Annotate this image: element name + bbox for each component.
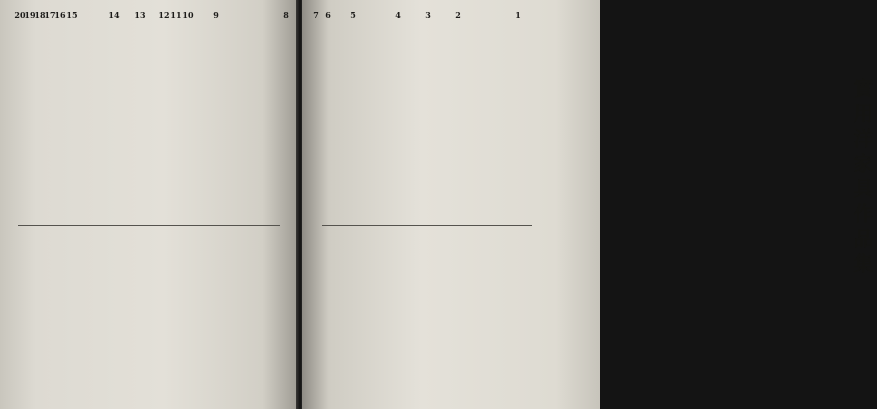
entry-number: 10 — [182, 10, 194, 20]
entry-number: 19 — [24, 10, 36, 20]
right-page-entry-3 — [422, 10, 434, 399]
left-page-entry-15 — [66, 10, 78, 399]
right-page-entry-4 — [392, 10, 404, 399]
left-page-entry-9 — [210, 10, 222, 399]
left-page-entry-10 — [182, 10, 194, 399]
left-page-entry-11 — [170, 10, 182, 399]
entry-number: 12 — [158, 10, 170, 20]
entry-number: 15 — [66, 10, 78, 20]
left-page-entry-8 — [280, 10, 292, 399]
right-page-entry-2 — [452, 10, 464, 399]
entry-number: 8 — [283, 10, 289, 20]
left-page-entry-14 — [108, 10, 120, 399]
entry-number: 7 — [313, 10, 319, 20]
right-page-entry-5 — [347, 10, 359, 399]
entry-number: 18 — [34, 10, 46, 20]
entry-number: 13 — [134, 10, 146, 20]
book-title: 實用洋家具作品集 — [850, 78, 874, 278]
right-page-entry-6 — [322, 10, 334, 399]
left-page-entry-13 — [134, 10, 146, 399]
entry-number: 3 — [425, 10, 431, 20]
entry-number: 17 — [44, 10, 56, 20]
right-page-entry-7 — [310, 10, 322, 399]
entry-number: 2 — [455, 10, 461, 20]
entry-number: 5 — [350, 10, 356, 20]
entry-number: 4 — [395, 10, 401, 20]
entry-number: 6 — [325, 10, 331, 20]
left-page-entry-12 — [158, 10, 170, 399]
left-page-entry-20 — [14, 10, 26, 399]
entry-number: 9 — [213, 10, 219, 20]
right-page-entry-1 — [512, 10, 524, 399]
entry-number: 11 — [170, 10, 182, 20]
entry-number: 20 — [14, 10, 26, 20]
entry-number: 16 — [54, 10, 66, 20]
entry-number: 1 — [515, 10, 521, 20]
entry-number: 14 — [108, 10, 120, 20]
